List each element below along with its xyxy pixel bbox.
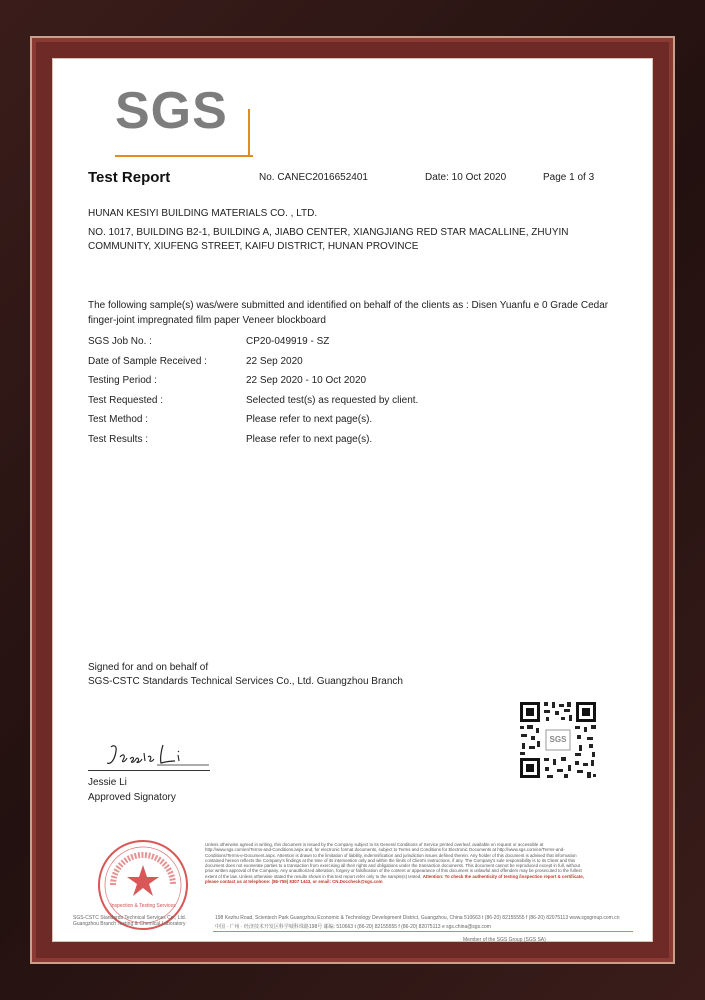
page-indicator: Page 1 of 3 (543, 172, 595, 183)
field-value: 22 Sep 2020 - 10 Oct 2020 (246, 375, 367, 386)
signed-line-2: SGS-CSTC Standards Technical Services Co., Ltd. Guangzhou Branch (88, 676, 403, 687)
field-row (88, 336, 608, 356)
footer-rule (213, 931, 633, 932)
sgs-member-note: Member of the SGS Group (SGS SA) (463, 937, 546, 943)
field-label: Test Requested : (88, 394, 164, 406)
field-value: Selected test(s) as requested by client. (246, 394, 419, 406)
footer-address-en: 198 Kezhu Road, Scientech Park Guangzhou Economic & Technology Development District, Guangzhou, China 510663 t (86-20) 82155555 f (86-20) 82075113 www.sgsgroup.com.cn (215, 915, 620, 921)
field-label: Date of Sample Received : (88, 355, 207, 367)
authenticity-notice: Attention: To check the authenticity of testing /inspection report & certificate, please contact us at telephone: (86-755) 8307 1443, or email: CN.Doccheck@sgs.com (205, 873, 584, 885)
footer-address-bar (73, 915, 633, 935)
sgs-logo-text: SGS (115, 82, 228, 140)
field-value: Please refer to next page(s). (246, 433, 373, 445)
field-row (88, 434, 608, 454)
report-date: Date: 10 Oct 2020 (425, 172, 507, 183)
signed-line-1: Signed for and on behalf of (88, 662, 209, 673)
sgs-logo (115, 79, 228, 155)
logo-rule-vertical (248, 109, 250, 157)
signatory-name: Jessie Li (88, 777, 127, 788)
terms-fine-print (205, 842, 585, 884)
signature-line (88, 770, 210, 771)
report-number: No. CANEC2016652401 (259, 172, 368, 183)
signatory-block (88, 775, 176, 805)
client-address: NO. 1017, BUILDING B2-1, BUILDING A, JIABO CENTER, XIANGJIANG RED STAR MACALLINE, ZHUYIN COMMUNITY, XIUFENG STREET, KAIFU DISTRICT, HUNAN PROVINCE (88, 227, 569, 252)
qr-center-label: SGS (549, 735, 567, 744)
field-value: Please refer to next page(s). (246, 414, 373, 425)
field-row (88, 375, 608, 395)
field-value: 22 Sep 2020 (246, 355, 303, 367)
field-label: Testing Period : (88, 375, 157, 386)
field-row (88, 414, 608, 434)
signatory-role: Approved Signatory (88, 792, 176, 803)
seal-text: Inspection & Testing Services (110, 903, 176, 909)
logo-rule-horizontal (115, 155, 253, 157)
report-fields (88, 336, 608, 453)
field-row (88, 395, 608, 415)
client-company: HUNAN KESIYI BUILDING MATERIALS CO. , LTD. (88, 208, 318, 219)
field-label: SGS Job No. : (88, 336, 152, 347)
report-title: Test Report (88, 169, 171, 186)
field-label: Test Method : (88, 414, 149, 425)
field-label: Test Results : (88, 433, 149, 445)
signed-on-behalf (88, 661, 403, 689)
footer-address-cn: 中国 · 广州 · 经济技术开发区科学城科珠路198号 邮编: 510663 t (86-20) 82155555 f (86-20) 82075113 e sgs.china@sgs.com (215, 924, 491, 930)
certificate-paper (52, 58, 653, 942)
terms-body: Unless otherwise agreed in writing, this document is issued by the Company subject to its General Conditions of Service printed overleaf, available on request or accessible at http://www.sgs.com/en/Terms-and-Conditions.aspx and, for electronic format documents, subject to Terms and Conditions for Electronic Documents at http://www.sgs.com/en/Terms-and-Conditions/Terms-e-Document.aspx. Attention is drawn to the limitation of liability, indemnification and jurisdiction issues defined therein. Any holder of this document is advised that information contained hereon reflects the Company's findings at the time of its intervention only and within the limits of Client's instructions, if any. The Company's sole responsibility is to its Client and this document does not exonerate parties to a transaction from exercising all their rights and obligations under the transaction documents. This document cannot be reproduced except in full, without prior written approval of the Company. Any unauthorized alteration, forgery or falsification of the content or appearance of this document is unlawful and offenders may be prosecuted to the fullest extent of the law. Unless otherwise stated the results shown in this test report refer only to the sample(s) tested. (205, 842, 582, 879)
sample-intro: The following sample(s) was/were submitted and identified on behalf of the clients as : Disen Yuanfu e 0 Grade Cedar finger-joint impregnated film paper Veneer blockboard (88, 300, 609, 326)
footer-lab-name: SGS-CSTC Standards Technical Services Co., Ltd. Guangzhou Branch Testing & Chemical Laboratory (73, 915, 187, 927)
field-row (88, 356, 608, 376)
qr-code (517, 699, 599, 781)
field-value: CP20-049919 - SZ (246, 336, 330, 347)
handwritten-signature (103, 739, 213, 773)
